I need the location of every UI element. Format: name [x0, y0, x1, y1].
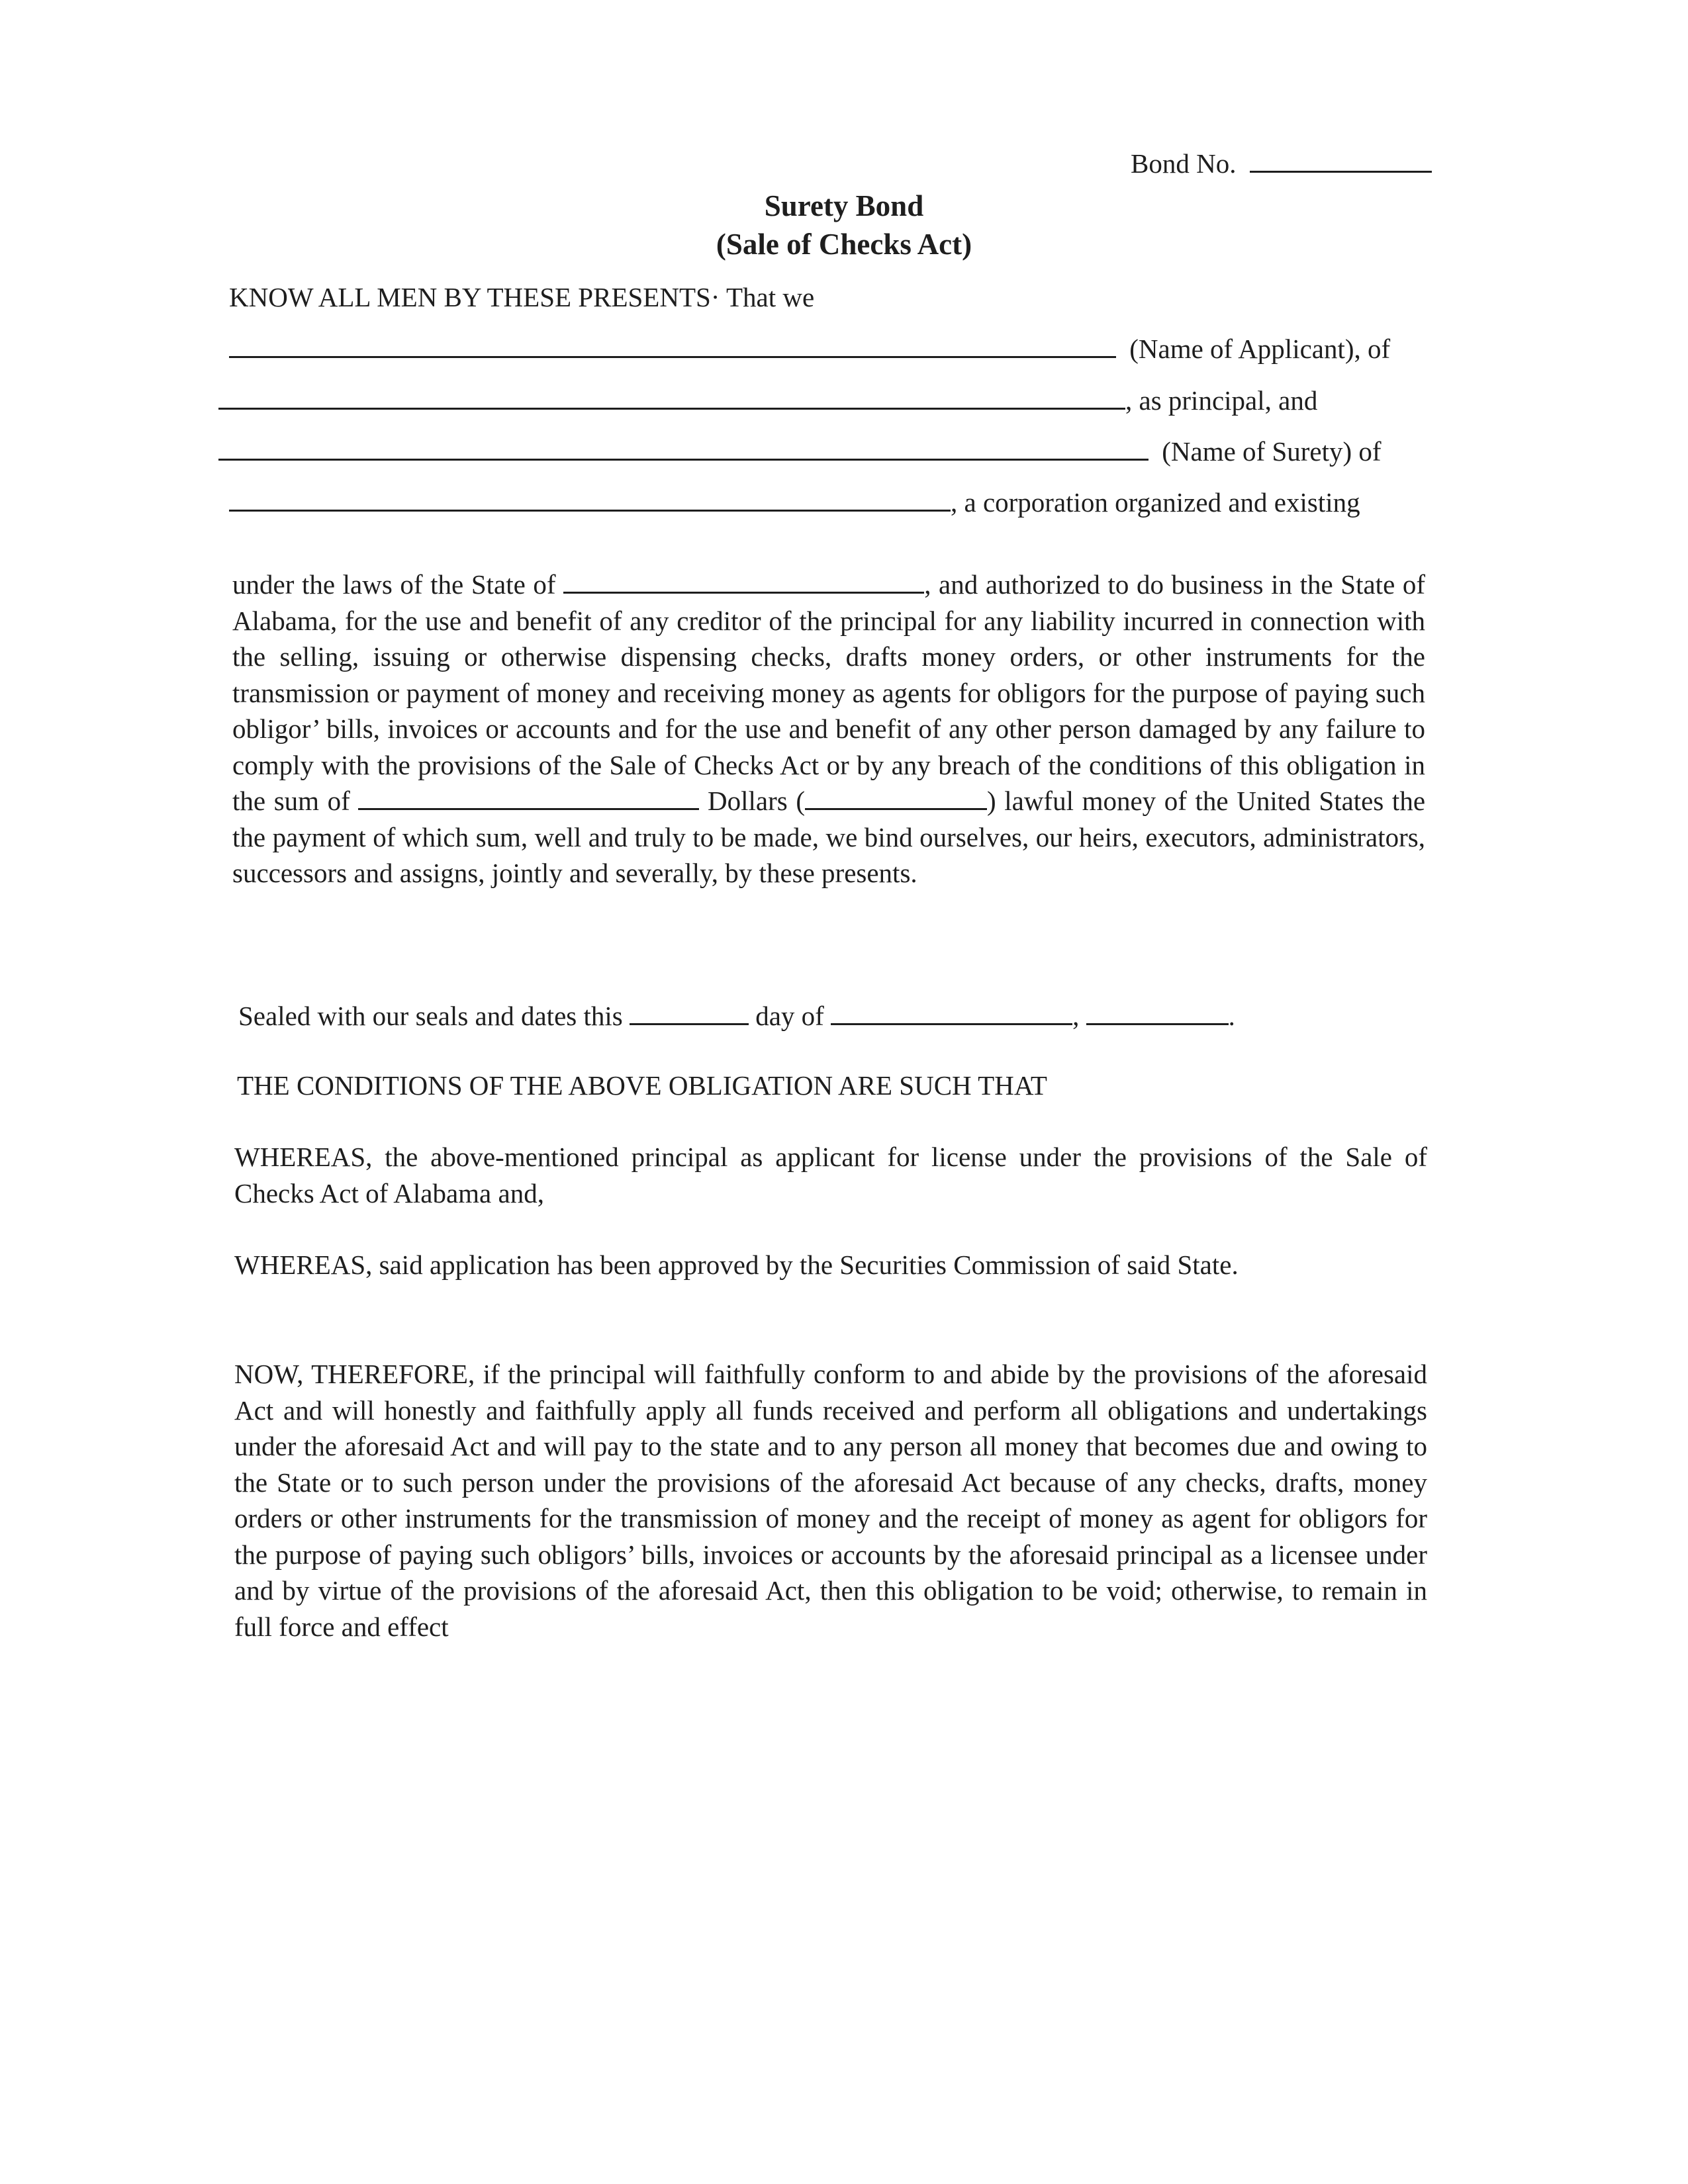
corporation-row [229, 486, 1360, 519]
whereas-paragraph-1: WHEREAS, the above-mentioned principal as applicant for license under the provisions of the Sale of Checks Act of Alabama and, [234, 1142, 1427, 1208]
applicant-label: (Name of Applicant), of [1129, 334, 1391, 364]
under-laws-prefix: under the laws of the State of [232, 569, 556, 600]
title-line-2: (Sale of Checks Act) [716, 228, 972, 261]
state-of-incorporation-blank[interactable] [563, 569, 924, 594]
now-therefore-paragraph: NOW, THEREFORE, if the principal will faithfully conform to and abide by the provisions of the aforesaid Act and will honestly and faithfully apply all funds received and perform all obligations and undertakings under the aforesaid Act and will pay to the state and to any person all money that becomes due and owing to the State or to such person under the provisions of the aforesaid Act because of any checks, drafts, money orders or other instruments for the transmission of money and the receipt of money as agent for obligors for the purpose of paying such obligors’ bills, invoices or accounts by the aforesaid principal as a licensee under and by virtue of the provisions of the aforesaid Act, then this obligation to be void; otherwise, to remain in full force and effect [234, 1359, 1427, 1642]
principal-row [218, 384, 1317, 417]
title-line-1: Surety Bond [764, 189, 924, 222]
sealed-year-blank[interactable] [1086, 1001, 1229, 1025]
dollars-label: Dollars ( [708, 786, 805, 816]
sealed-month-blank[interactable] [831, 1001, 1072, 1025]
surety-name-blank[interactable] [218, 435, 1149, 461]
under-laws-text-b: lawful money of the United States the the payment of which sum, well and truly to be made, we bind ourselves, our heirs, executors, administrators, successors and assigns, jointly and severally, by these presents. [232, 786, 1426, 888]
sealed-prefix: Sealed with our seals and dates this [238, 1001, 623, 1031]
sum-words-blank[interactable] [358, 786, 699, 810]
bond-number-label: Bond No. [1131, 148, 1237, 179]
conditions-heading: THE CONDITIONS OF THE ABOVE OBLIGATION ARE SUCH THAT [237, 1070, 1047, 1101]
intro-line: KNOW ALL MEN BY THESE PRESENTS· That we [229, 282, 815, 312]
sum-figures-blank[interactable] [805, 786, 987, 810]
bond-number-blank[interactable] [1250, 147, 1432, 173]
surety-row [218, 435, 1382, 468]
under-laws-text-a: , and authorized to do business in the State of Alabama, for the use and benefit of any creditor of the principal for any liability incurred in connection with the selling, issuing or otherwise dispensing checks, drafts money orders, or other instruments for the transmission or payment of money and receiving money as agents for obligors for the purpose of paying such obligor’ bills, invoices or accounts and for the use and benefit of any other person damaged by any failure to comply with the provisions of the Sale of Checks Act or by any breach of the conditions of this obligation in the sum of [232, 569, 1426, 816]
bond-number-line [1131, 147, 1432, 180]
principal-location-blank[interactable] [218, 384, 1125, 410]
document-title [0, 187, 1688, 263]
principal-label: , as principal, and [1125, 385, 1318, 416]
surety-location-blank[interactable] [229, 486, 951, 512]
applicant-row [229, 332, 1390, 365]
sealed-day-of: day of [755, 1001, 824, 1031]
whereas-paragraph-2: WHEREAS, said application has been approved by the Securities Commission of said State. [234, 1250, 1239, 1280]
sealed-day-blank[interactable] [630, 1001, 749, 1025]
corporation-label: , a corporation organized and existing [951, 487, 1360, 518]
surety-label: (Name of Surety) of [1162, 436, 1382, 467]
dollars-close: ) [986, 786, 996, 816]
applicant-name-blank[interactable] [229, 332, 1116, 358]
obligation-paragraph [232, 567, 1425, 891]
sealed-line [238, 999, 1235, 1032]
sealed-period: . [1228, 1001, 1235, 1031]
sealed-comma: , [1072, 1001, 1080, 1031]
